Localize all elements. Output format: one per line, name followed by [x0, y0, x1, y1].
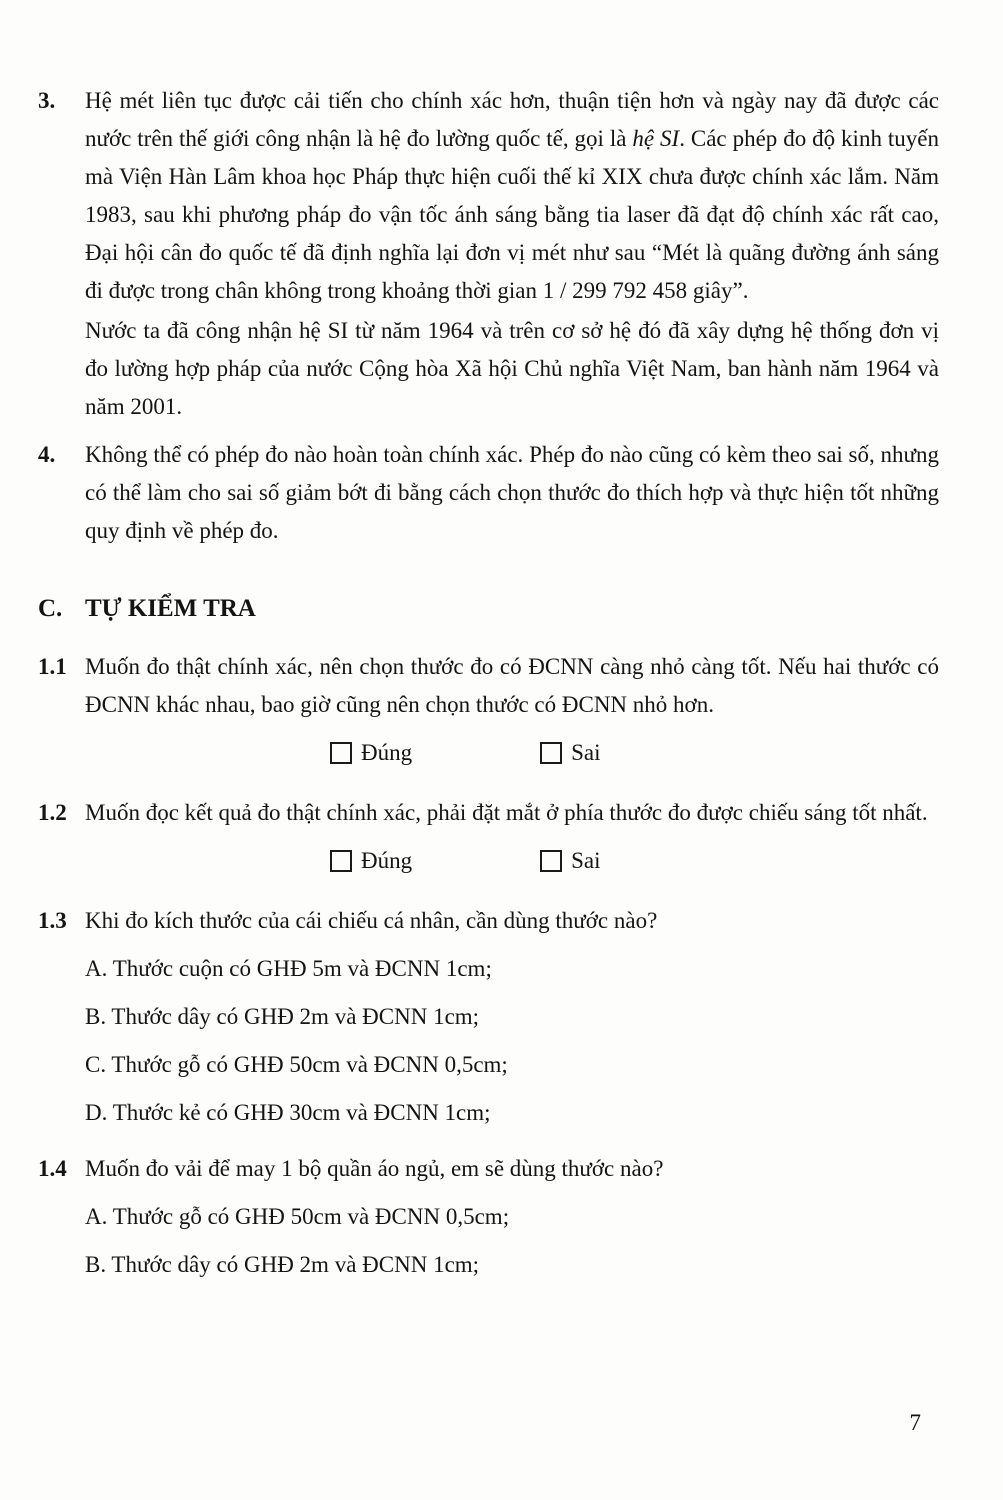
- paragraph-text: . Các phép đo độ kinh tuyến mà Viện Hàn Lâm khoa học Pháp thực hiện cuối thế kỉ XIX chưa được chính xác lắm. Năm 1983, sau khi phương pháp đo vận tốc ánh sáng bằng tia laser đã đạt độ chính xác rất cao, Đại hội cân đo quốc tế đã định nghĩa lại đơn vị mét như sau “Mét là quãng đường ánh sáng đi được trong chân không trong khoảng thời gian 1 / 299 792 458 giây”.: [85, 126, 939, 303]
- dung-checkbox[interactable]: [330, 850, 352, 872]
- question-text: Muốn đọc kết quả đo thật chính xác, phải đặt mắt ở phía thước đo được chiếu sáng tốt nhất.: [85, 800, 928, 825]
- list-item-3: [38, 82, 939, 426]
- question-body: [85, 794, 939, 894]
- section-label: C.: [38, 595, 63, 622]
- question-1-2: [38, 794, 939, 894]
- true-false-row: [330, 842, 939, 880]
- option-b: B. Thước dây có GHĐ 2m và ĐCNN 1cm;: [85, 1252, 480, 1277]
- true-option: [330, 734, 412, 772]
- true-option: [330, 842, 412, 880]
- option-d: D. Thước kẻ có GHĐ 30cm và ĐCNN 1cm;: [85, 1100, 491, 1125]
- option-b: B. Thước dây có GHĐ 2m và ĐCNN 1cm;: [85, 1004, 480, 1029]
- question-1-1: [38, 648, 939, 786]
- item-number: 4.: [38, 442, 56, 467]
- question-1-4: [38, 1150, 939, 1294]
- question-number: 1.2: [38, 800, 67, 825]
- question-body: [85, 1150, 939, 1294]
- section-heading: [38, 590, 939, 628]
- dung-label: Đúng: [361, 740, 413, 765]
- paragraph-text: Hệ mét liên tục được cải tiến cho chính xác hơn, thuận tiện hơn và ngày nay đã được các nước trên thế giới công nhận là hệ đo lường quốc tế, gọi là: [85, 88, 939, 151]
- question-1-3: [38, 902, 939, 1142]
- italic-term: hệ SI: [632, 126, 680, 151]
- sai-label: Sai: [571, 740, 601, 765]
- paragraph: Nước ta đã công nhận hệ SI từ năm 1964 và trên cơ sở hệ đó đã xây dựng hệ thống đơn vị đo lường hợp pháp của nước Cộng hòa Xã hội Chủ nghĩa Việt Nam, ban hành năm 1964 và năm 2001.: [85, 318, 939, 419]
- sai-label: Sai: [571, 848, 601, 873]
- paragraph: [85, 82, 939, 310]
- dung-checkbox[interactable]: [330, 742, 352, 764]
- option-c: C. Thước gỗ có GHĐ 50cm và ĐCNN 0,5cm;: [85, 1052, 508, 1077]
- question-number: 1.4: [38, 1156, 67, 1181]
- paragraph: Không thể có phép đo nào hoàn toàn chính xác. Phép đo nào cũng có kèm theo sai số, nhưng có thể làm cho sai số giảm bớt đi bằng cách chọn thước đo thích hợp và thực hiện tốt những quy định về phép đo.: [85, 442, 939, 543]
- question-number: 1.3: [38, 908, 67, 933]
- item-body: [85, 82, 939, 426]
- question-text: Muốn đo thật chính xác, nên chọn thước đo có ĐCNN càng nhỏ càng tốt. Nếu hai thước có ĐCNN khác nhau, bao giờ cũng nên chọn thước có ĐCNN nhỏ hơn.: [85, 654, 939, 717]
- list-item-4: [38, 436, 939, 550]
- page-number: 7: [909, 1410, 921, 1435]
- option-a: A. Thước gỗ có GHĐ 50cm và ĐCNN 0,5cm;: [85, 1204, 510, 1229]
- options-list: [85, 1198, 939, 1284]
- question-body: [85, 648, 939, 786]
- question-text: Khi đo kích thước của cái chiếu cá nhân, cần dùng thước nào?: [85, 908, 658, 933]
- question-text: Muốn đo vải để may 1 bộ quần áo ngủ, em sẽ dùng thước nào?: [85, 1156, 664, 1181]
- item-body: [85, 436, 939, 550]
- question-number: 1.1: [38, 654, 67, 679]
- dung-label: Đúng: [361, 848, 413, 873]
- section-title: TỰ KIỂM TRA: [85, 595, 256, 622]
- false-option: [540, 842, 600, 880]
- sai-checkbox[interactable]: [540, 742, 562, 764]
- item-number: 3.: [38, 88, 56, 113]
- options-list: [85, 950, 939, 1132]
- true-false-row: [330, 734, 939, 772]
- false-option: [540, 734, 600, 772]
- sai-checkbox[interactable]: [540, 850, 562, 872]
- question-body: [85, 902, 939, 1142]
- option-a: A. Thước cuộn có GHĐ 5m và ĐCNN 1cm;: [85, 956, 492, 981]
